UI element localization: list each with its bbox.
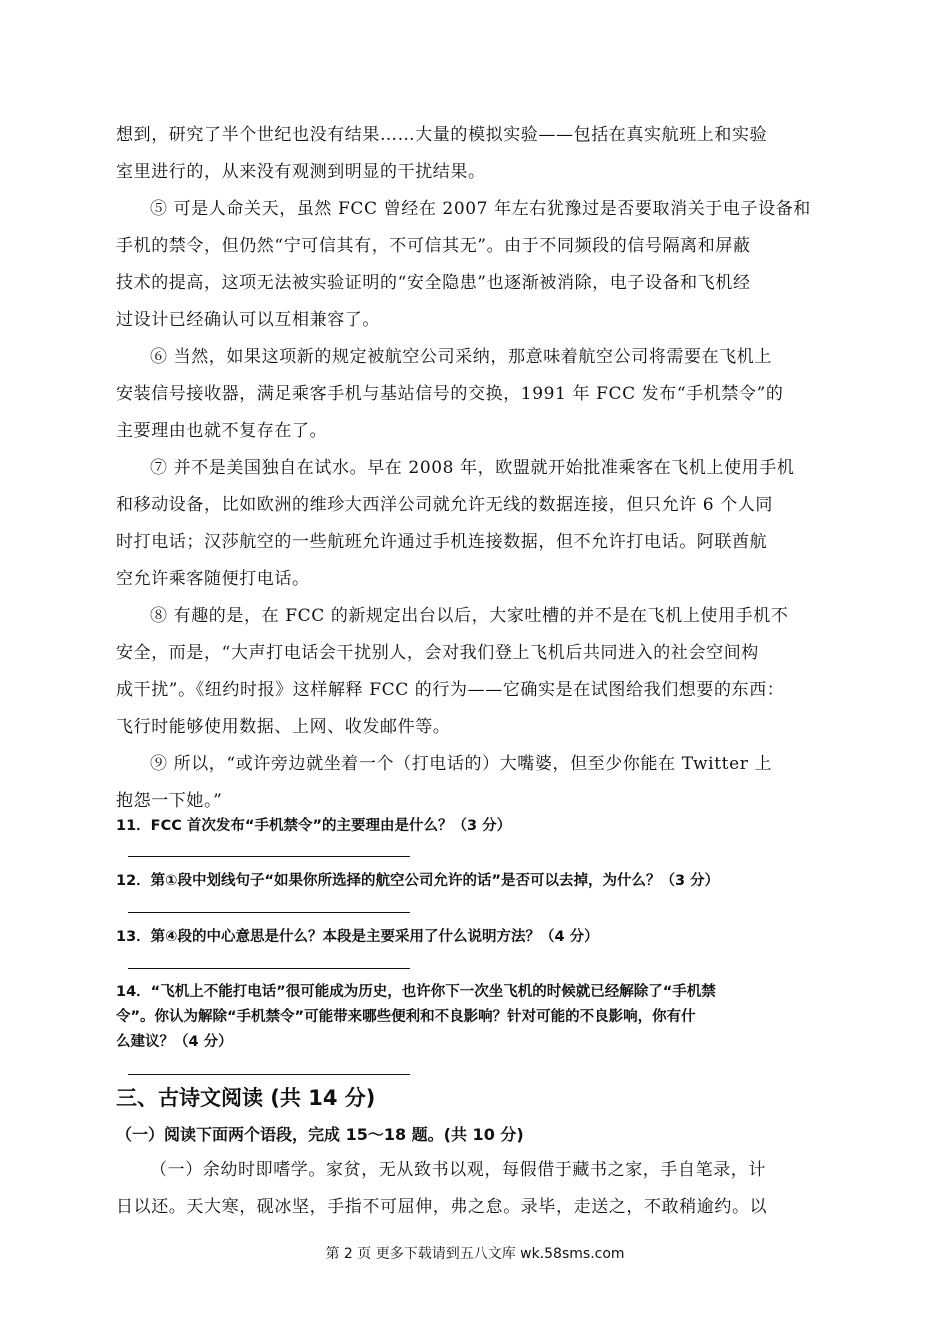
paragraph-6-start: ⑥ 当然，如果这项新的规定被航空公司采纳，那意味着航空公司将需要在飞机上 xyxy=(150,347,773,367)
question-12: 12．第①段中划线句子“如果你所选择的航空公司允许的话”是否可以去掉，为什么？（3 分） xyxy=(116,873,720,889)
paragraph-5-start: ⑤ 可是人命关天，虽然 FCC 曾经在 2007 年左右犹豫过是否要取消关于电子设备和 xyxy=(150,199,811,219)
article-line: 安全，而是，“大声打电话会干扰别人，会对我们登上飞机后共同进入的社会空间构 xyxy=(116,643,759,663)
article-line: 飞行时能够使用数据、上网、收发邮件等。 xyxy=(116,717,451,737)
article-line: 想到，研究了半个世纪也没有结果……大量的模拟实验——包括在真实航班上和实验 xyxy=(116,125,768,145)
question-11: 11．FCC 首次发布“手机禁令”的主要理由是什么？（3 分） xyxy=(116,818,512,834)
question-14-cont: 么建议？（4 分） xyxy=(116,1034,233,1050)
article-line: 时打电话；汉莎航空的一些航班允许通过手机连接数据，但不允许打电话。阿联酋航 xyxy=(116,532,768,552)
article-line: 技术的提高，这项无法被实验证明的“安全隐患”也逐渐被消除，电子设备和飞机经 xyxy=(116,273,751,293)
answer-line-13 xyxy=(128,968,410,969)
article-line: 和移动设备，比如欧洲的维珍大西洋公司就允许无线的数据连接，但只允许 6 个人同 xyxy=(116,495,774,515)
article-line: 空允许乘客随便打电话。 xyxy=(116,569,310,589)
article-line: 过设计已经确认可以互相兼容了。 xyxy=(116,310,380,330)
question-14: 14．“飞机上不能打电话”很可能成为历史，也许你下一次坐飞机的时候就已经解除了“手机禁 xyxy=(116,984,716,1000)
paragraph-7-start: ⑦ 并不是美国独自在试水。早在 2008 年，欧盟就开始批准乘客在飞机上使用手机 xyxy=(150,458,795,478)
answer-line-11 xyxy=(128,856,410,857)
section-title: 三、古诗文阅读 (共 14 分) xyxy=(116,1086,376,1110)
classical-text-line: （一）余幼时即嗜学。家贫，无从致书以观，每假借于藏书之家，手自笔录，计 xyxy=(150,1160,766,1180)
paragraph-8-start: ⑧ 有趣的是，在 FCC 的新规定出台以后，大家吐槽的并不是在飞机上使用手机不 xyxy=(150,606,789,626)
question-13: 13．第④段的中心意思是什么？本段是主要采用了什么说明方法？（4 分） xyxy=(116,929,599,945)
section-subtitle: （一）阅读下面两个语段，完成 15～18 题。(共 10 分) xyxy=(116,1125,524,1144)
paragraph-9-start: ⑨ 所以，“或许旁边就坐着一个（打电话的）大嘴婆，但至少你能在 Twitter 上 xyxy=(150,754,773,774)
article-line: 安装信号接收器，满足乘客手机与基站信号的交换，1991 年 FCC 发布“手机禁令”的 xyxy=(116,384,784,404)
article-line: 抱怨一下她。” xyxy=(116,791,223,811)
article-line: 手机的禁令，但仍然“宁可信其有，不可信其无”。由于不同频段的信号隔离和屏蔽 xyxy=(116,236,751,256)
question-14-cont: 令”。你认为解除“手机禁令”可能带来哪些便利和不良影响？针对可能的不良影响，你有什 xyxy=(116,1009,696,1025)
article-line: 室里进行的，从来没有观测到明显的干扰结果。 xyxy=(116,162,486,182)
page-footer: 第 2 页 更多下载请到五八文库 wk.58sms.com xyxy=(325,1246,625,1262)
classical-text-line: 日以还。天大寒，砚冰坚，手指不可屈伸，弗之怠。录毕，走送之，不敢稍逾约。以 xyxy=(116,1197,768,1217)
article-line: 主要理由也就不复存在了。 xyxy=(116,421,328,441)
answer-line-12 xyxy=(128,912,410,913)
article-line: 成干扰”。《纽约时报》这样解释 FCC 的行为——它确实是在试图给我们想要的东西： xyxy=(116,680,785,700)
answer-line-14 xyxy=(128,1074,410,1075)
